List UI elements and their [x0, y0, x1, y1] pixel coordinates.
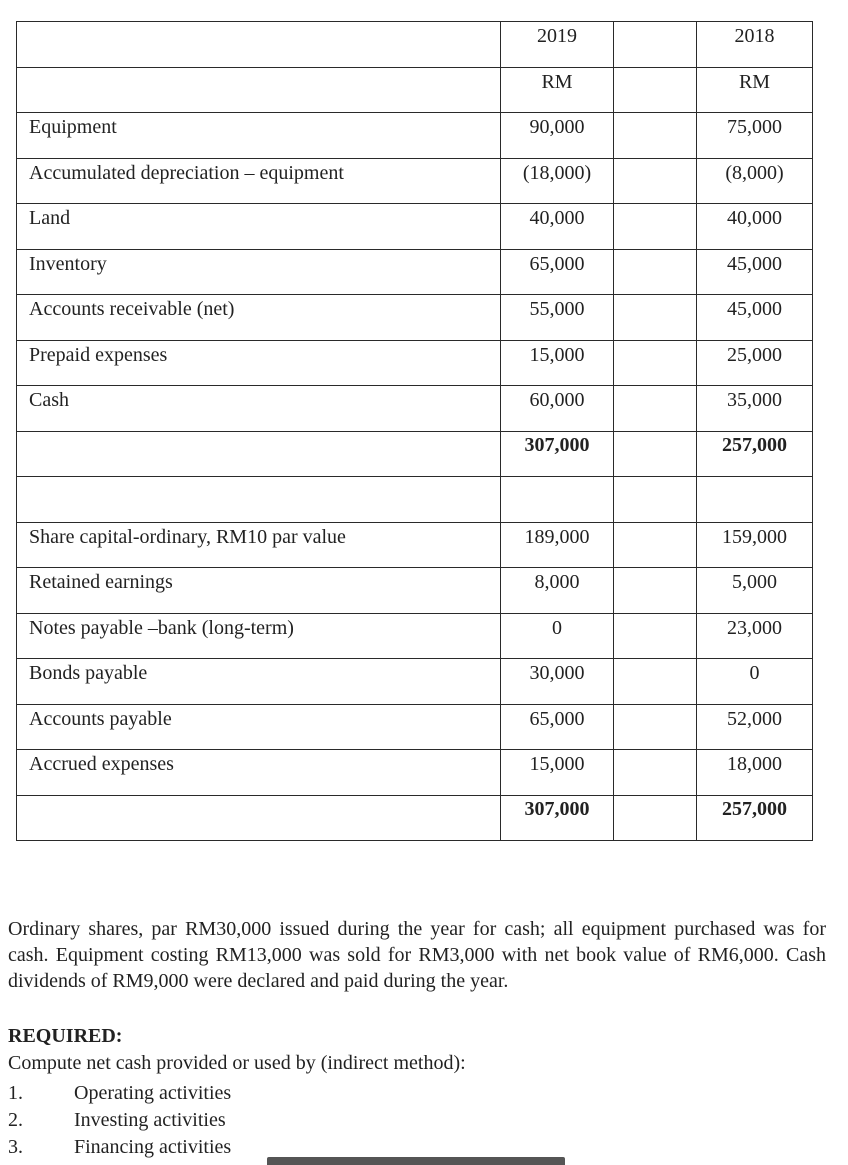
- value-2018: 35,000: [697, 386, 813, 432]
- spacer-cell: [614, 249, 697, 295]
- task-number: 3.: [8, 1136, 23, 1158]
- value-2019: 189,000: [501, 522, 614, 568]
- header-row-year: [17, 22, 813, 68]
- row-label: Bonds payable: [17, 659, 501, 705]
- currency-2019: RM: [501, 67, 614, 113]
- table-row: [17, 659, 813, 705]
- task-list: [8, 1080, 231, 1161]
- value-2018: 25,000: [697, 340, 813, 386]
- value-2019: 65,000: [501, 249, 614, 295]
- value-2019: 15,000: [501, 340, 614, 386]
- balance-sheet-table: [16, 21, 813, 841]
- row-label: Prepaid expenses: [17, 340, 501, 386]
- task-number: 1.: [8, 1082, 23, 1104]
- total-2019: 307,000: [501, 431, 614, 477]
- row-label: Retained earnings: [17, 568, 501, 614]
- table-row: [17, 204, 813, 250]
- table-row: [17, 295, 813, 341]
- spacer-cell: [614, 22, 697, 68]
- row-label: Accumulated depreciation – equipment: [17, 158, 501, 204]
- header-label-cell: [17, 67, 501, 113]
- spacer-cell: [614, 158, 697, 204]
- value-2019: 8,000: [501, 568, 614, 614]
- value-2018: (8,000): [697, 158, 813, 204]
- row-label: Cash: [17, 386, 501, 432]
- list-item: [8, 1080, 231, 1107]
- value-2019: 65,000: [501, 704, 614, 750]
- value-2019: 40,000: [501, 204, 614, 250]
- spacer-cell: [614, 704, 697, 750]
- spacer-cell: [614, 568, 697, 614]
- value-2019: [501, 477, 614, 523]
- row-label: Accounts receivable (net): [17, 295, 501, 341]
- total-2018: 257,000: [697, 431, 813, 477]
- row-label: [17, 795, 501, 841]
- liabilities-total-row: [17, 795, 813, 841]
- required-title: REQUIRED:: [8, 1025, 123, 1047]
- list-item: [8, 1134, 231, 1161]
- spacer-cell: [614, 204, 697, 250]
- value-2019: 30,000: [501, 659, 614, 705]
- row-label: Accrued expenses: [17, 750, 501, 796]
- bottom-scroll-handle[interactable]: [267, 1157, 565, 1165]
- value-2018: [697, 477, 813, 523]
- value-2019: (18,000): [501, 158, 614, 204]
- spacer-cell: [614, 431, 697, 477]
- row-label: Notes payable –bank (long-term): [17, 613, 501, 659]
- table-row: [17, 522, 813, 568]
- spacer-cell: [614, 67, 697, 113]
- row-label: [17, 477, 501, 523]
- task-text: Financing activities: [74, 1136, 232, 1158]
- row-label: Share capital-ordinary, RM10 par value: [17, 522, 501, 568]
- spacer-cell: [614, 113, 697, 159]
- value-2018: 0: [697, 659, 813, 705]
- task-text: Investing activities: [74, 1109, 226, 1131]
- table-row: [17, 613, 813, 659]
- table-row: [17, 750, 813, 796]
- currency-2018: RM: [697, 67, 813, 113]
- value-2018: 45,000: [697, 295, 813, 341]
- table-row: [17, 704, 813, 750]
- spacer-cell: [614, 795, 697, 841]
- table-row: [17, 113, 813, 159]
- spacer-cell: [614, 295, 697, 341]
- value-2018: 5,000: [697, 568, 813, 614]
- row-label: Inventory: [17, 249, 501, 295]
- table-row: [17, 158, 813, 204]
- assets-total-row: [17, 431, 813, 477]
- value-2018: 18,000: [697, 750, 813, 796]
- task-text: Operating activities: [74, 1082, 232, 1104]
- value-2019: 90,000: [501, 113, 614, 159]
- row-label: [17, 431, 501, 477]
- value-2018: 45,000: [697, 249, 813, 295]
- header-row-currency: [17, 67, 813, 113]
- value-2018: 75,000: [697, 113, 813, 159]
- blank-row: [17, 477, 813, 523]
- value-2019: 60,000: [501, 386, 614, 432]
- spacer-cell: [614, 386, 697, 432]
- spacer-cell: [614, 659, 697, 705]
- spacer-cell: [614, 613, 697, 659]
- table-row: [17, 568, 813, 614]
- required-instruction: Compute net cash provided or used by (indirect method):: [8, 1052, 466, 1074]
- spacer-cell: [614, 750, 697, 796]
- row-label: Equipment: [17, 113, 501, 159]
- table-row: [17, 249, 813, 295]
- row-label: Accounts payable: [17, 704, 501, 750]
- spacer-cell: [614, 477, 697, 523]
- value-2019: 55,000: [501, 295, 614, 341]
- value-2019: 15,000: [501, 750, 614, 796]
- value-2018: 40,000: [697, 204, 813, 250]
- total-2019: 307,000: [501, 795, 614, 841]
- list-item: [8, 1107, 231, 1134]
- header-2018: 2018: [697, 22, 813, 68]
- row-label: Land: [17, 204, 501, 250]
- value-2018: 52,000: [697, 704, 813, 750]
- value-2019: 0: [501, 613, 614, 659]
- table-row: [17, 340, 813, 386]
- spacer-cell: [614, 522, 697, 568]
- spacer-cell: [614, 340, 697, 386]
- total-2018: 257,000: [697, 795, 813, 841]
- header-label-cell: [17, 22, 501, 68]
- table-row: [17, 386, 813, 432]
- value-2018: 23,000: [697, 613, 813, 659]
- additional-information: Ordinary shares, par RM30,000 issued during the year for cash; all equipment purchased was for cash. Equipment costing RM13,000 was sold for RM3,000 with net book value of RM6,000. Cash dividends of RM9,000 were declared and paid during the year.: [8, 918, 826, 992]
- task-number: 2.: [8, 1109, 23, 1131]
- header-2019: 2019: [501, 22, 614, 68]
- value-2018: 159,000: [697, 522, 813, 568]
